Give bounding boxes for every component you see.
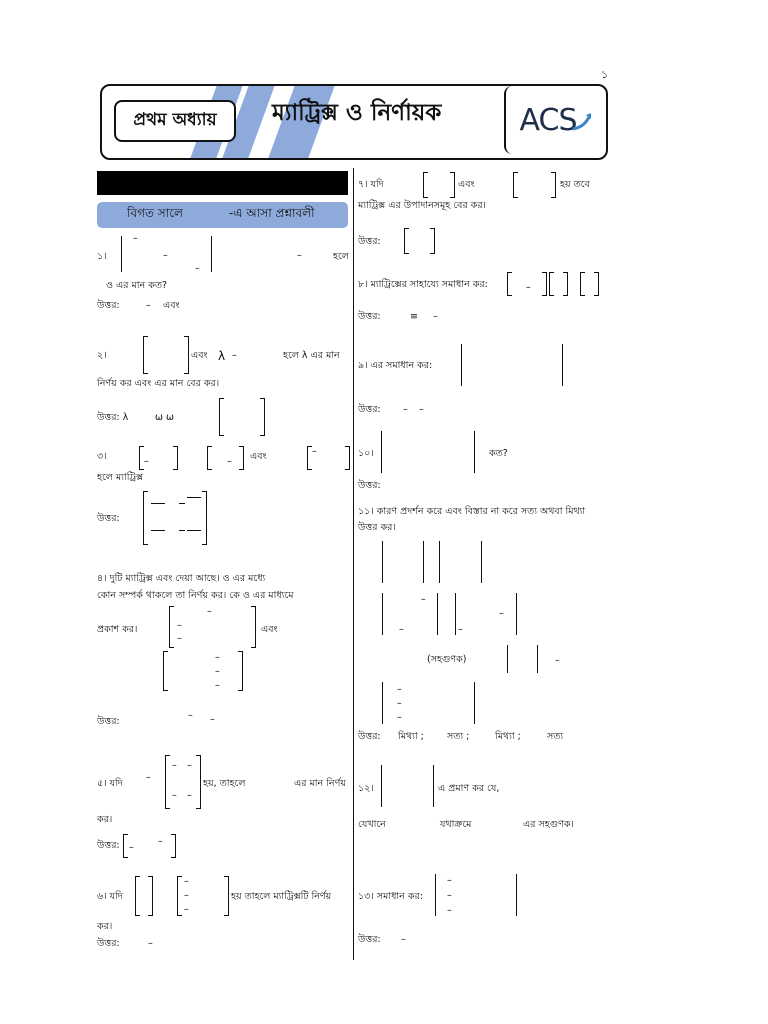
- q13-answer-label: উত্তর:: [358, 934, 381, 945]
- math-sign: –: [172, 790, 177, 801]
- q4-text: প্রকাশ কর।: [97, 624, 138, 635]
- math-sign: –: [188, 710, 193, 721]
- q8-answer: ≡: [410, 311, 418, 322]
- matrix-bracket: [423, 172, 428, 198]
- determinant-bar: [507, 645, 508, 673]
- determinant-bar: [382, 682, 383, 724]
- q12-text: এর সহগুণক।: [523, 819, 574, 830]
- determinant-bar: [481, 541, 482, 583]
- q5-answer-label: উত্তর:: [97, 840, 120, 851]
- matrix-bracket: [171, 834, 176, 858]
- q1-number: ১।: [97, 251, 107, 262]
- math-sign: –: [399, 624, 404, 635]
- q12-text: যেখানে: [358, 819, 386, 830]
- matrix-bracket: [163, 651, 168, 691]
- past-years-label: বিগত সালে: [127, 206, 183, 220]
- matrix-bracket: [430, 228, 435, 254]
- q5-number: ৫। যদি: [97, 778, 123, 789]
- matrix-bracket: [551, 172, 556, 198]
- math-sign: –: [215, 680, 220, 691]
- matrix-bracket: [345, 446, 350, 470]
- determinant-bar: [474, 682, 475, 724]
- matrix-bracket: [148, 876, 153, 916]
- q7-text: ম্যাট্রিক্স এর উপাদানসমূহ বের কর।: [358, 200, 486, 211]
- q2-text: নির্ণয় কর এবং এর মান বের কর।: [97, 378, 220, 389]
- math-sign: –: [401, 934, 406, 945]
- past-years-label: -এ আসা প্রশ্নাবলী: [229, 206, 315, 220]
- math-sign: –: [184, 904, 189, 915]
- matrix-bracket: [594, 272, 599, 296]
- math-line: [187, 497, 201, 498]
- matrix-bracket: [238, 651, 243, 691]
- math-sign: –: [312, 446, 317, 457]
- math-sign: –: [144, 456, 149, 467]
- determinant-bar: [381, 431, 382, 473]
- q10-number: ১০।: [358, 448, 374, 459]
- q7-text: এবং: [458, 179, 475, 190]
- math-sign: –: [433, 311, 438, 322]
- math-sign: –: [148, 938, 153, 949]
- determinant-bar: [211, 236, 212, 272]
- matrix-bracket: [177, 876, 182, 916]
- q1-text: ও এর মান কত?: [106, 280, 168, 291]
- matrix-bracket: [580, 272, 585, 296]
- q9-answer-label: উত্তর:: [358, 404, 381, 415]
- matrix-bracket: [184, 336, 189, 374]
- q11-text: ১১। কারণ প্রদর্শন করে এবং বিস্তার না করে সত্য অথবা মিথ্যা: [358, 506, 586, 517]
- math-sign: –: [397, 698, 402, 709]
- determinant-bar: [439, 541, 440, 583]
- determinant-bar: [516, 874, 517, 916]
- q3-answer-label: উত্তর:: [97, 513, 120, 524]
- matrix-bracket: [513, 172, 518, 198]
- math-sign: –: [129, 842, 134, 853]
- determinant-bar: [435, 874, 436, 916]
- q6-text: কর।: [97, 921, 113, 932]
- q5-text: কর।: [97, 814, 113, 825]
- matrix-bracket: [123, 834, 128, 858]
- math-line: [151, 503, 165, 504]
- math-sign: –: [555, 655, 560, 666]
- q2-answer: ω ω: [155, 412, 174, 423]
- swoosh-icon: [571, 111, 593, 133]
- math-sign: –: [447, 890, 452, 901]
- math-sign: –: [458, 624, 463, 635]
- math-sign: –: [419, 404, 424, 415]
- math-sign: –: [210, 714, 215, 725]
- q11-answer: সত্য ;: [447, 731, 470, 742]
- math-sign: –: [207, 606, 212, 617]
- math-line: [151, 530, 165, 531]
- q12-text: যথাক্রমে: [440, 819, 472, 830]
- matrix-bracket: [251, 606, 256, 648]
- q3-text: এবং: [250, 451, 267, 462]
- math-sign: –: [195, 263, 200, 274]
- q8-answer-label: উত্তর:: [358, 311, 381, 322]
- page-title: ম্যাট্রিক্স ও নির্ণায়ক: [272, 100, 442, 126]
- q2-number: ২।: [97, 350, 107, 361]
- q10-answer-label: উত্তর:: [358, 480, 381, 491]
- q6-text: হয় তাহলে ম্যাট্রিক্সটি নির্ণয়: [231, 891, 332, 902]
- q4-text: কোন সম্পর্ক থাকলে তা নির্ণয় কর। কে ও এর মাধ্যমে: [97, 590, 294, 601]
- q4-text: এবং: [261, 624, 278, 635]
- matrix-bracket: [239, 446, 244, 470]
- q11-text: উত্তর কর।: [358, 522, 396, 533]
- math-sign: –: [146, 772, 151, 783]
- matrix-bracket: [202, 491, 207, 545]
- page-number: ১: [601, 68, 609, 81]
- math-sign: –: [177, 620, 182, 631]
- math-sign: –: [187, 760, 192, 771]
- q10-text: কত?: [489, 448, 508, 459]
- chapter-header: [100, 84, 608, 160]
- matrix-bracket: [135, 876, 140, 916]
- math-line: [179, 530, 185, 531]
- q2-text: হলে λ এর মান: [283, 350, 340, 361]
- math-sign: –: [526, 282, 531, 293]
- q1-answer: এবং: [163, 300, 180, 311]
- q7-number: ৭। যদি: [358, 179, 384, 190]
- math-sign: –: [232, 350, 237, 361]
- q7-answer-label: উত্তর:: [358, 236, 381, 247]
- math-sign: –: [177, 633, 182, 644]
- q11-answer: মিথ্যা ;: [495, 731, 521, 742]
- q8-text: ৮। ম্যাট্রিক্সের সাহায্যে সমাধান কর:: [358, 279, 488, 290]
- column-divider: [353, 168, 354, 960]
- determinant-bar: [423, 541, 424, 583]
- determinant-bar: [461, 344, 462, 386]
- q3-text: হলে ম্যাট্রিক্স: [97, 472, 144, 483]
- math-sign: –: [187, 790, 192, 801]
- math-line: [179, 503, 185, 504]
- q7-text: হয় তবে: [560, 179, 590, 190]
- q11-answer: মিথ্যা ;: [398, 731, 424, 742]
- matrix-bracket: [224, 876, 229, 916]
- matrix-bracket: [260, 398, 265, 436]
- determinant-bar: [562, 344, 563, 386]
- matrix-bracket: [207, 446, 212, 470]
- matrix-bracket: [404, 228, 409, 254]
- q11-text: (সহগুণক): [427, 654, 467, 665]
- chapter-label: প্রথম অধ্যায়: [114, 100, 236, 142]
- math-sign: –: [163, 250, 168, 261]
- determinant-bar: [382, 541, 383, 583]
- math-sign: –: [158, 836, 163, 847]
- determinant-bar: [381, 765, 382, 807]
- math-sign: –: [403, 404, 408, 415]
- matrix-bracket: [143, 491, 148, 545]
- q9-text: ৯। এর সমাধান কর:: [358, 360, 433, 371]
- lambda: λ: [218, 349, 226, 363]
- math-sign: –: [447, 875, 452, 886]
- determinant-bar: [437, 593, 438, 635]
- matrix-bracket: [549, 272, 554, 296]
- determinant-bar: [474, 431, 475, 473]
- matrix-bracket: [173, 446, 178, 470]
- q2-answer-label: উত্তর: λ: [97, 412, 129, 423]
- matrix-bracket: [143, 336, 148, 374]
- determinant-bar: [382, 593, 383, 635]
- past-years-heading: [97, 202, 348, 228]
- q1-answer-label: উত্তর:: [97, 300, 120, 311]
- math-sign: –: [397, 684, 402, 695]
- matrix-bracket: [542, 272, 547, 296]
- determinant-bar: [121, 236, 122, 272]
- math-sign: –: [227, 456, 232, 467]
- matrix-bracket: [563, 272, 568, 296]
- math-sign: –: [215, 652, 220, 663]
- q1-text: হলে: [333, 251, 349, 262]
- determinant-bar: [433, 765, 434, 807]
- q12-text: এ প্রমাণ কর যে,: [438, 783, 500, 794]
- math-sign: –: [184, 890, 189, 901]
- math-sign: –: [172, 760, 177, 771]
- math-sign: –: [146, 300, 151, 311]
- matrix-bracket: [507, 272, 512, 296]
- q4-answer-label: উত্তর:: [97, 716, 120, 727]
- q2-text: এবং: [191, 350, 208, 361]
- q5-text: এর মান নির্ণয়: [294, 778, 346, 789]
- q12-number: ১২।: [358, 783, 374, 794]
- q6-answer-label: উত্তর:: [97, 938, 120, 949]
- math-line: [187, 530, 201, 531]
- matrix-bracket: [169, 606, 174, 648]
- q11-answer: সত্য: [547, 731, 564, 742]
- q13-text: ১৩। সমাধান কর:: [358, 891, 423, 902]
- math-sign: –: [397, 712, 402, 723]
- determinant-bar: [516, 593, 517, 635]
- determinant-bar: [537, 645, 538, 673]
- math-sign: –: [215, 666, 220, 677]
- q3-number: ৩।: [97, 451, 107, 462]
- matrix-bracket: [219, 398, 224, 436]
- math-sign: –: [499, 608, 504, 619]
- math-sign: –: [421, 594, 426, 605]
- math-sign: –: [297, 250, 302, 261]
- q11-answer-label: উত্তর:: [358, 731, 381, 742]
- q4-text: ৪। দুটি ম্যাট্রিক্স এবং দেয়া আছে। ও এর মধ্যে: [97, 573, 266, 584]
- math-sign: –: [133, 233, 138, 244]
- matrix-bracket: [450, 172, 455, 198]
- determinant-bar: [455, 593, 456, 635]
- q5-text: হয়, তাহলে: [203, 778, 246, 789]
- logo: [504, 86, 606, 154]
- section-bar: [97, 171, 348, 195]
- math-sign: –: [184, 876, 189, 887]
- matrix-bracket: [165, 755, 170, 809]
- math-sign: –: [447, 905, 452, 916]
- matrix-bracket: [196, 755, 201, 809]
- q6-number: ৬। যদি: [97, 891, 123, 902]
- logo-text: ACS: [519, 102, 577, 138]
